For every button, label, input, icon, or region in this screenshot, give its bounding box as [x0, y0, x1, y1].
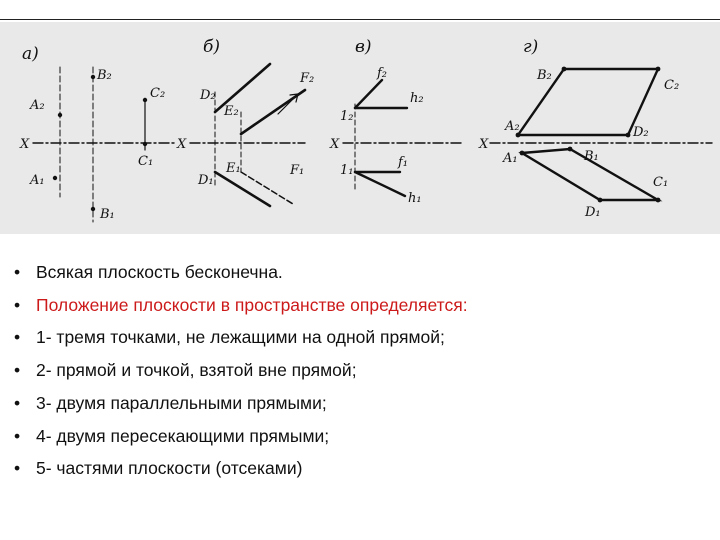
bullet-item [14, 321, 468, 354]
bullet-marker: • [14, 294, 21, 315]
line-h1 [355, 172, 405, 196]
label-A1-g: A₁ [503, 151, 518, 166]
label-F2: F₂ [300, 71, 315, 86]
bullet-item [14, 452, 468, 485]
point-D1-g [598, 198, 603, 203]
bullet-marker: • [14, 262, 21, 282]
label-C1-g: C₁ [653, 175, 669, 190]
label-F1: F₁ [290, 163, 305, 178]
line-d1 [215, 172, 270, 206]
bullet-list [14, 256, 468, 485]
label-X-g: X [479, 137, 489, 152]
label-A2-g: A₂ [505, 119, 520, 134]
label-B2: B₂ [97, 68, 112, 83]
bullet-marker: • [14, 327, 21, 348]
geometry-figure [0, 22, 720, 234]
label-h2: h₂ [410, 91, 424, 106]
arrow-f2 [278, 94, 298, 114]
bullet-text: 1- тремя точками, не лежащими на одной прямой; [36, 327, 445, 348]
label-C1: C₁ [138, 154, 154, 169]
label-12: 1₂ [340, 109, 354, 124]
label-E1: E₁ [226, 161, 241, 176]
label-B2-g: B₂ [537, 68, 552, 83]
label-C2-g: C₂ [664, 78, 680, 93]
label-f1: f₁ [398, 155, 409, 170]
label-11: 1₁ [340, 163, 354, 178]
point-C2-g [656, 67, 661, 72]
panel-v-caption: в) [355, 37, 372, 57]
label-D1: D₁ [198, 173, 214, 188]
bullet-item [14, 420, 468, 453]
label-D2: D₂ [200, 88, 216, 103]
point-A1-g [520, 151, 525, 156]
panel-v [329, 37, 462, 206]
point-B2 [91, 75, 95, 79]
point-C1-g [656, 198, 661, 203]
top-rule [0, 19, 720, 20]
point-B1 [91, 207, 95, 211]
bullet-text: 4- двумя пересекающими прямыми; [36, 425, 330, 446]
bullet-item [14, 354, 468, 387]
point-C2 [143, 98, 147, 102]
label-B1: B₁ [100, 207, 115, 222]
point-A1 [53, 176, 57, 180]
bullet-text: 3- двумя параллельными прямыми; [36, 392, 327, 413]
point-C1 [143, 142, 147, 146]
label-X-b: X [177, 137, 187, 152]
bullet-text: Всякая плоскость бесконечна. [36, 262, 283, 282]
bullet-item-heading [14, 289, 468, 322]
label-f2: f₂ [377, 66, 388, 81]
panel-b [176, 37, 314, 206]
label-D1-g: D₁ [585, 205, 601, 220]
bullet-item [14, 256, 468, 289]
line-f2 [355, 80, 382, 108]
label-B1-g: B₁ [584, 149, 599, 164]
label-A2: A₂ [30, 98, 45, 113]
label-X-a: X [20, 137, 30, 152]
panel-a [19, 44, 175, 222]
label-E2: E₂ [224, 104, 239, 119]
bullet-item [14, 387, 468, 420]
label-A1: A₁ [30, 173, 45, 188]
bullet-text: 2- прямой и точкой, взятой вне прямой; [36, 360, 357, 381]
panel-g-caption: г) [523, 37, 539, 57]
label-D2-g: D₂ [633, 125, 649, 140]
panel-g [478, 37, 712, 220]
line-e1 [241, 172, 293, 204]
label-C2: C₂ [150, 86, 166, 101]
bullet-marker: • [14, 458, 21, 479]
bullet-marker: • [14, 392, 21, 413]
bullet-marker: • [14, 360, 21, 381]
point-D2-g [626, 133, 631, 138]
panel-a-caption: а) [22, 44, 39, 64]
bullet-text: Положение плоскости в пространстве определяется: [36, 294, 468, 315]
label-X-v: X [330, 137, 340, 152]
label-h1: h₁ [408, 191, 422, 206]
bullet-text: 5- частями плоскости (отсеками) [36, 458, 303, 479]
panel-b-caption: б) [203, 37, 221, 57]
point-B2-g [562, 67, 567, 72]
point-A2 [58, 113, 62, 117]
point-B1-g [568, 147, 573, 152]
bullet-marker: • [14, 425, 21, 446]
